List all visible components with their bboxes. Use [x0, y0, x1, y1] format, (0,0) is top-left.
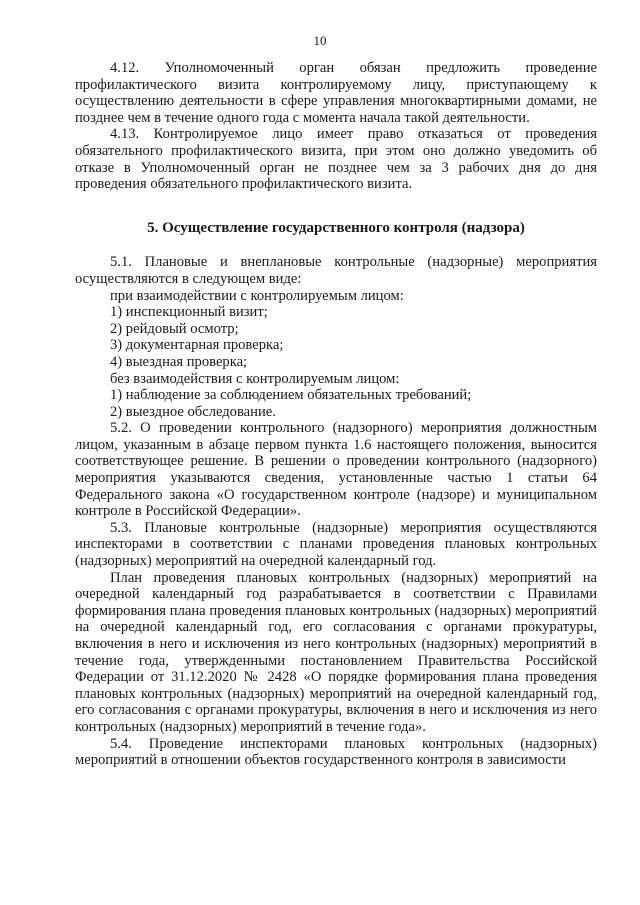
- section-heading: 5. Осуществление государственного контроля (надзора): [147, 219, 525, 236]
- paragraph-plan: План проведения плановых контрольных (надзорных) мероприятий на очередной календарный год разрабатывается в соответствии с Правилами формирования плана проведения плановых контрольных (надзорных) мероприятий на очередной календарный год, его согласования с органами прокуратуры, включения в него и исключения из него контрольных (надзорных) мероприятий в течение года, утвержденными постановлением Правительства Российской Федерации от 31.12.2020 № 2428 «О порядке формирования плана проведения плановых контрольных (надзорных) мероприятий на очередной календарный год, его согласования с органами прокуратуры, включения в него и исключения из него контрольных (надзорных) мероприятий в течение года».: [75, 569, 597, 735]
- list-item: при взаимодействии с контролируемым лицом:: [110, 287, 404, 304]
- paragraph-5-1: 5.1. Плановые и внеплановые контрольные (надзорные) мероприятия осуществляются в следующем виде:: [75, 254, 597, 287]
- list-item: без взаимодействия с контролируемым лицом:: [110, 370, 400, 387]
- paragraph-4-13: 4.13. Контролируемое лицо имеет право отказаться от проведения обязательного профилактического визита, при этом оно должно уведомить об отказе в Уполномоченный орган не позднее чем за 3 рабочих дня до дня проведения обязательного профилактического визита.: [75, 126, 597, 193]
- paragraph-4-12: 4.12. Уполномоченный орган обязан предложить проведение профилактического визита контролируемому лицу, приступающему к осуществлению деятельности в сфере управления многоквартирными домами, не позднее чем в течение одного года с момента начала такой деятельности.: [75, 60, 597, 126]
- paragraph-5-2: 5.2. О проведении контрольного (надзорного) мероприятия должностным лицом, указанным в абзаце первом пункта 1.6 настоящего положения, выносится соответствующее решение. В решении о проведении контрольного (надзорного) мероприятия указываются сведения, установленные частью 1 статьи 64 Федерального закона «О государственном контроле (надзоре) и муниципальном контроле в Российской Федерации».: [75, 420, 597, 520]
- list-item: 1) наблюдение за соблюдением обязательных требований;: [110, 387, 472, 404]
- list-item: 3) документарная проверка;: [110, 337, 284, 354]
- list-item: 2) рейдовый осмотр;: [110, 320, 239, 337]
- paragraph-5-4: 5.4. Проведение инспекторами плановых контрольных (надзорных) мероприятий в отношении объектов государственного контроля в зависимости: [75, 735, 597, 769]
- list-item: 2) выездное обследование.: [110, 403, 276, 420]
- document-body: [75, 60, 597, 769]
- page-number: 10: [313, 33, 327, 48]
- list-item: 4) выездная проверка;: [110, 353, 248, 370]
- paragraph-5-3: 5.3. Плановые контрольные (надзорные) мероприятия осуществляются инспекторами в соответствии с планами проведения плановых контрольных (надзорных) мероприятий на очередной календарный год.: [75, 519, 597, 570]
- list-item: 1) инспекционный визит;: [110, 304, 268, 321]
